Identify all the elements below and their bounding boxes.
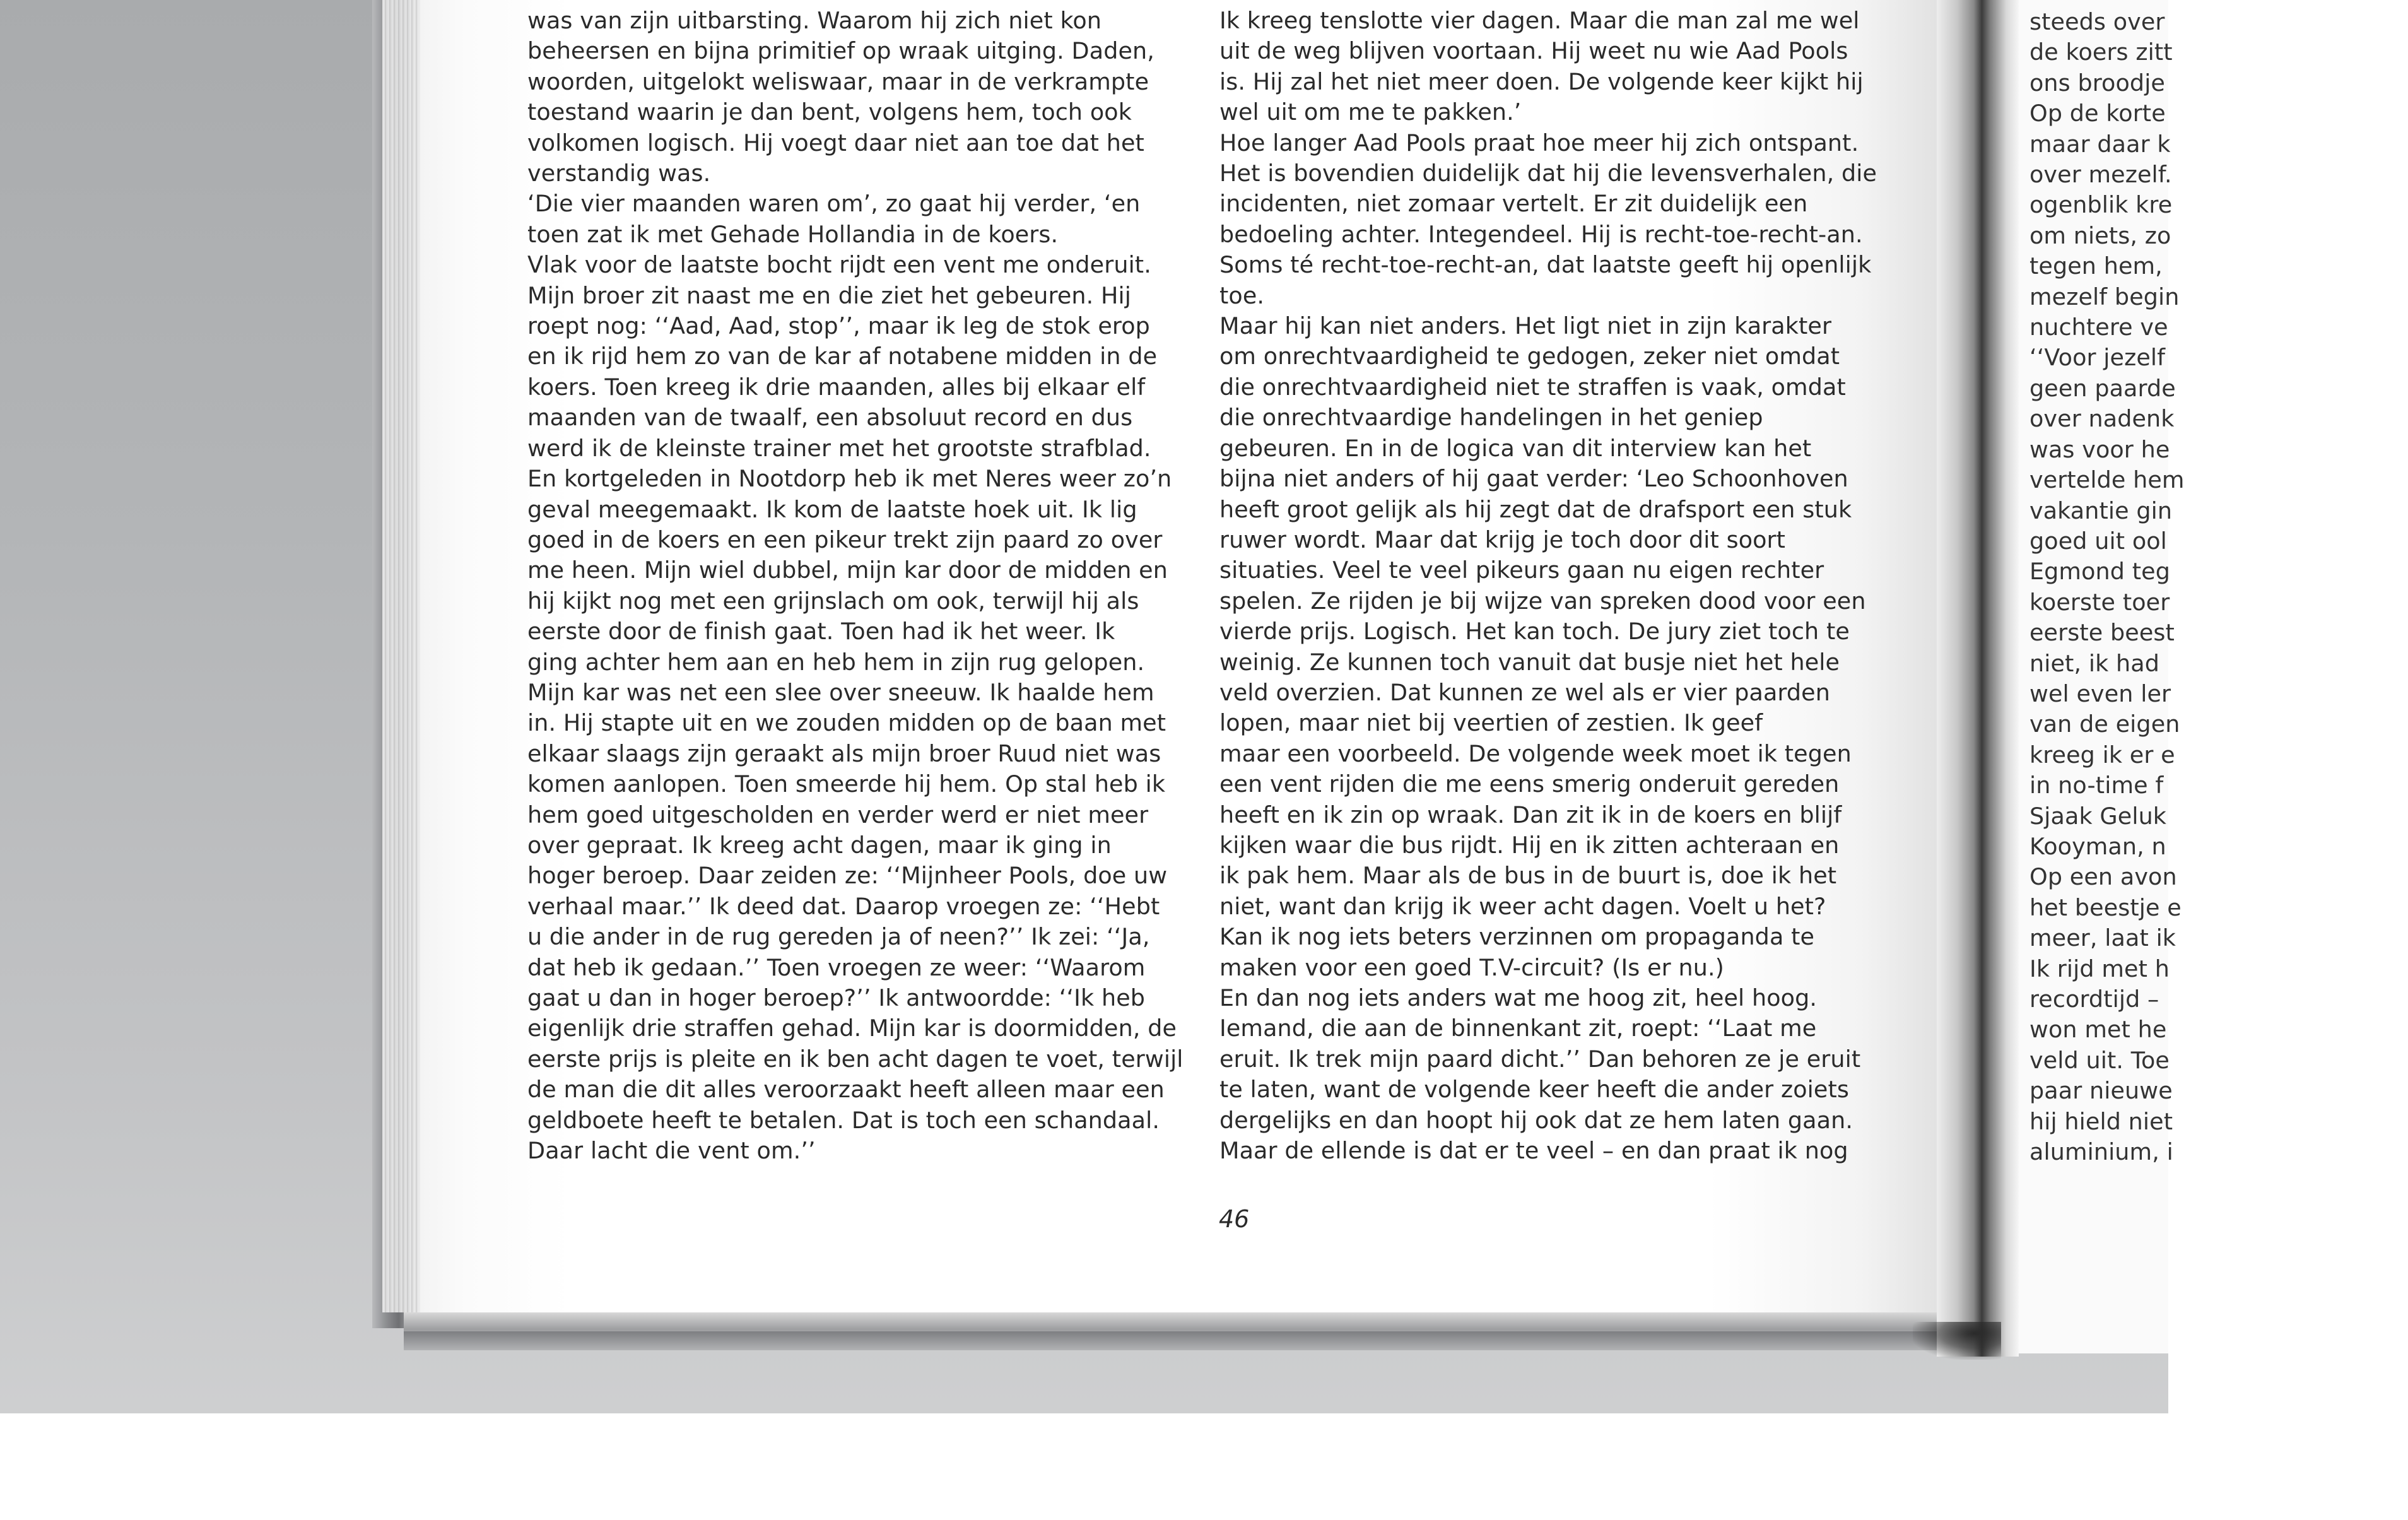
book-gutter <box>1937 0 2019 1357</box>
gutter-shadow <box>1913 1322 2001 1360</box>
right-page-fragment <box>2019 0 2185 1353</box>
scanner-bed-margin <box>0 1413 2168 1520</box>
book-cover-bottom <box>404 1331 1962 1350</box>
middle-text-column: Ik kreeg tenslotte vier dagen. Maar die man zal me wel uit de weg blijven voortaan. Hij weet nu wie Aad Pools is. Hij zal het niet meer doen. De volgende keer kijkt hij wel uit om me te pakken.’ Hoe langer Aad Pools praat hoe meer hij zich ontspant. Het is bovendien duidelijk dat hij die levensverhalen, die incidenten, niet zomaar vertelt. Er zit duidelijk een bedoeling achter. Integendeel. Hij is recht-toe-recht-an. Soms té recht-toe-recht-an, dat laatste geeft hij openlijk toe. Maar hij kan niet anders. Het ligt niet in zijn karakter om onrechtvaardigheid te gedogen, zeker niet omdat die onrechtvaardigheid niet te straffen is vaak, omdat die onrechtvaardige handelingen in het geniep gebeuren. En in de logica van dit interview kan het bijna niet anders of hij gaat verder: ‘Leo Schoonhoven heeft groot gelijk als hij zegt dat de drafsport een stuk ruwer wordt. Maar dat krijg je toch door dit soort situaties. Veel te veel pikeurs gaan nu eigen rechter spelen. Ze rijden je bij wijze van spreken dood voor een vierde prijs. Logisch. Het kan toch. De jury ziet toch te weinig. Ze kunnen toch vanuit dat busje niet het hele veld overzien. Dat kunnen ze wel als er vier paarden lopen, maar niet bij veertien of zestien. Ik geef maar een voorbeeld. De volgende week moet ik tegen een vent rijden die me eens smerig onderuit gereden heeft en ik zin op wraak. Dan zit ik in de koers en blijf kijken waar die bus rijdt. Hij en ik zitten achteraan en ik pak hem. Maar als de bus in de buurt is, doe ik het niet, want dan krijg ik weer acht dagen. Voelt u het? Kan ik nog iets beters verzinnen om propaganda te maken voor een goed T.V-circuit? (Is er nu.) En dan nog iets anders wat me hoog zit, heel hoog. Iemand, die aan de binnenkant zit, roept: ‘‘Laat me eruit. Ik trek mijn paard dicht.’’ Dan behoren ze je eruit te laten, want de volgende keer heeft die ander zoiets dergelijks en dan hoopt hij ook dat ze hem laten gaan. Maar de ellende is dat er te veel – en dan praat ik nog <box>1219 7 1877 1165</box>
left-text-column: was van zijn uitbarsting. Waarom hij zich niet kon beheersen en bijna primitief op wraak uitging. Daden, woorden, uitgelokt weliswaar, maar in de verkrampte toestand waarin je dan bent, volgens hem, toch ook volkomen logisch. Hij voegt daar niet aan toe dat het verstandig was. ‘Die vier maanden waren om’, zo gaat hij verder, ‘en toen zat ik met Gehade Hollandia in de koers. Vlak voor de laatste bocht rijdt een vent me onderuit. Mijn broer zit naast me en die ziet het gebeuren. Hij roept nog: ‘‘Aad, Aad, stop’’, maar ik leg de stok erop en ik rijd hem zo van de kar af notabene midden in de koers. Toen kreeg ik drie maanden, alles bij elkaar elf maanden van de twaalf, een absoluut record en dus werd ik de kleinste trainer met het grootste strafblad. En kortgeleden in Nootdorp heb ik met Neres weer zo’n geval meegemaakt. Ik kom de laatste hoek uit. Ik lig goed in de koers en een pikeur trekt zijn paard zo over me heen. Mijn wiel dubbel, mijn kar door de midden en hij kijkt nog met een grijnslach om ook, terwijl hij als eerste door de finish gaat. Toen had ik het weer. Ik ging achter hem aan en heb hem in zijn rug gelopen. Mijn kar was net een slee over sneeuw. Ik haalde hem in. Hij stapte uit en we zouden midden op de baan met elkaar slaags zijn geraakt als mijn broer Ruud niet was komen aanlopen. Toen smeerde hij hem. Op stal heb ik hem goed uitgescholden en verder werd er niet meer over gepraat. Ik kreeg acht dagen, maar ik ging in hoger beroep. Daar zeiden ze: ‘‘Mijnheer Pools, doe uw verhaal maar.’’ Ik deed dat. Daarop vroegen ze: ‘‘Hebt u die ander in de rug gereden ja of neen?’’ Ik zei: ‘‘Ja, dat heb ik gedaan.’’ Toen vroegen ze weer: ‘‘Waarom gaat u dan in hoger beroep?’’ Ik antwoordde: ‘‘Ik heb eigenlijk drie straffen gehad. Mijn kar is doormidden, de eerste prijs is pleite en ik ben acht dagen te voet, terwijl de man die dit alles veroorzaakt heeft alleen maar een geldboete heeft te betalen. Dat is toch een schandaal. Daar lacht die vent om.’’ <box>527 7 1183 1165</box>
page-number: 46 <box>1219 1205 1250 1233</box>
right-text-column: steeds over de koers zitt ons broodje Op de korte maar daar k over mezelf. ogenblik kre om niets, zo tegen hem, mezelf begin nuchtere ve ‘‘Voor jezelf geen paarde over nadenk was voor he vertelde hem vakantie gin goed uit ool Egmond teg koerste toer eerste beest niet, ik had wel even ler van de eigen kreeg ik er e in no-time f Sjaak Geluk Kooyman, n Op een avon het beestje e meer, laat ik Ik rijd met h recordtijd – won met he veld uit. Toe paar nieuwe hij hield niet aluminium, i <box>2029 8 2185 1166</box>
page-stack-edge <box>382 0 420 1312</box>
